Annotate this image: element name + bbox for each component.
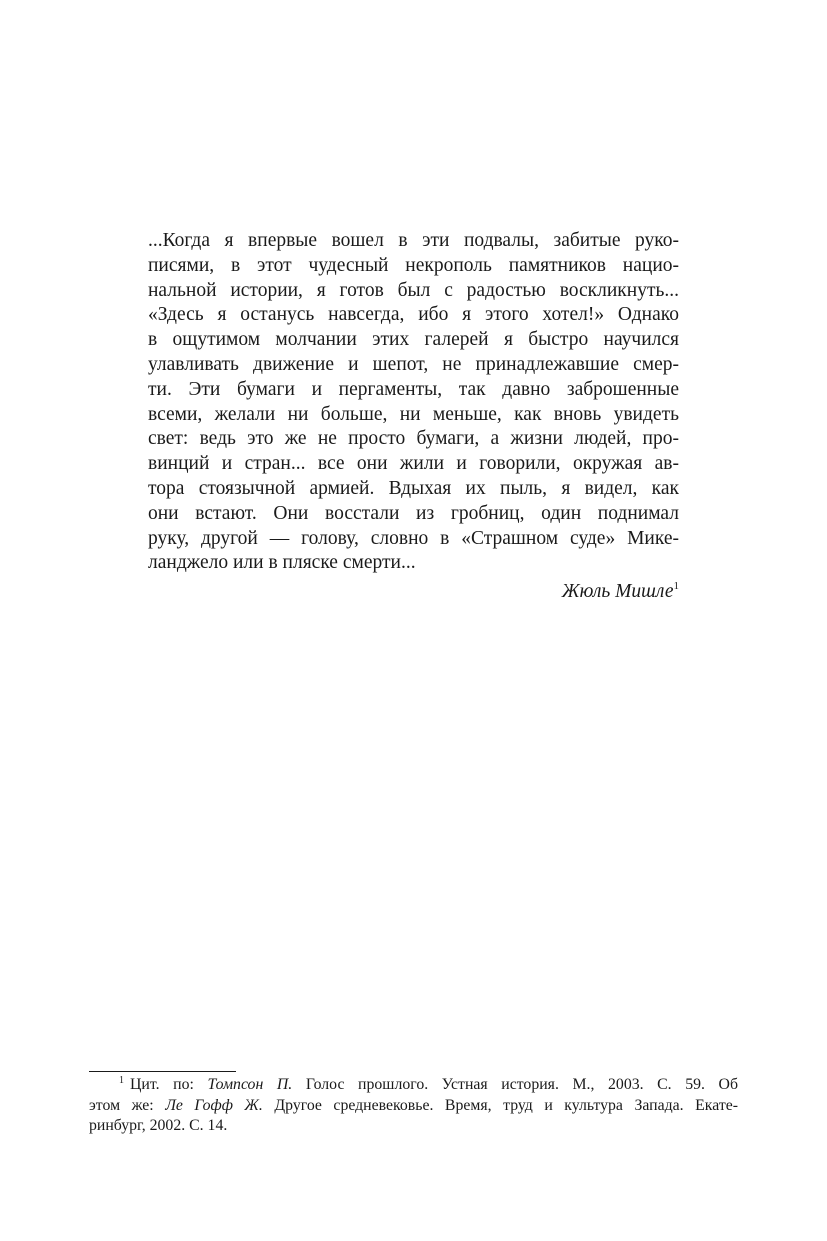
epigraph-line: «Здесь я останусь навсегда, ибо я этого хотел!» Однако [148,304,679,326]
epigraph-line: они встают. Они восстали из гробниц, один поднимал [148,502,679,524]
footnote [89,1075,738,1137]
cited-author: Томпсон П. [207,1076,293,1093]
epigraph-line: в ощутимом молчании этих галерей я быстро научился [148,329,679,351]
epigraph-line: тора стоязычной армией. Вдыхая их пыль, я видел, как [148,477,679,499]
footnote-marker: 1 [119,1075,124,1086]
epigraph-line: ...Когда я впервые вошел в эти подвалы, забитые руко- [148,230,679,251]
footnote-line [89,1096,738,1117]
footnote-line: ринбург, 2002. С. 14. [89,1117,228,1135]
footnote-line [89,1075,738,1096]
epigraph-line: нальной истории, я готов был с радостью воскликнуть... [148,279,679,301]
cited-author: Ле Гофф Ж. [165,1096,263,1114]
epigraph-line: улавливать движение и шепот, не принадлежавшие смер- [148,353,679,375]
epigraph-line: писями, в этот чудесный некрополь памятников нацио- [148,254,679,276]
epigraph-line: свет: ведь это же не просто бумаги, а жизни людей, про- [148,428,679,450]
epigraph-line: всеми, желали ни больше, ни меньше, как вновь увидеть [148,403,679,425]
epigraph-line: руку, другой — голову, словно в «Страшном суде» Мике- [148,527,679,549]
epigraph [148,229,679,576]
epigraph-line: ланджело или в пляске смерти... [148,552,416,574]
footnote-separator [89,1071,236,1072]
footnote-reference[interactable]: 1 [673,580,679,592]
epigraph-attribution [562,580,679,604]
footnote-text: Другое средневековье. Время, труд и культура Запада. Екате- [262,1096,738,1114]
epigraph-line: винций и стран... все они жили и говорили, окружая ав- [148,453,679,475]
author-name: Жюль Мишле [561,581,674,602]
footnote-text: этом же: [89,1096,166,1114]
footnote-text: Цит. по: [130,1076,208,1093]
footnote-text: Голос прошлого. Устная история. М., 2003. С. 59. Об [292,1076,738,1093]
epigraph-line: ти. Эти бумаги и пергаменты, так давно заброшенные [148,378,679,400]
